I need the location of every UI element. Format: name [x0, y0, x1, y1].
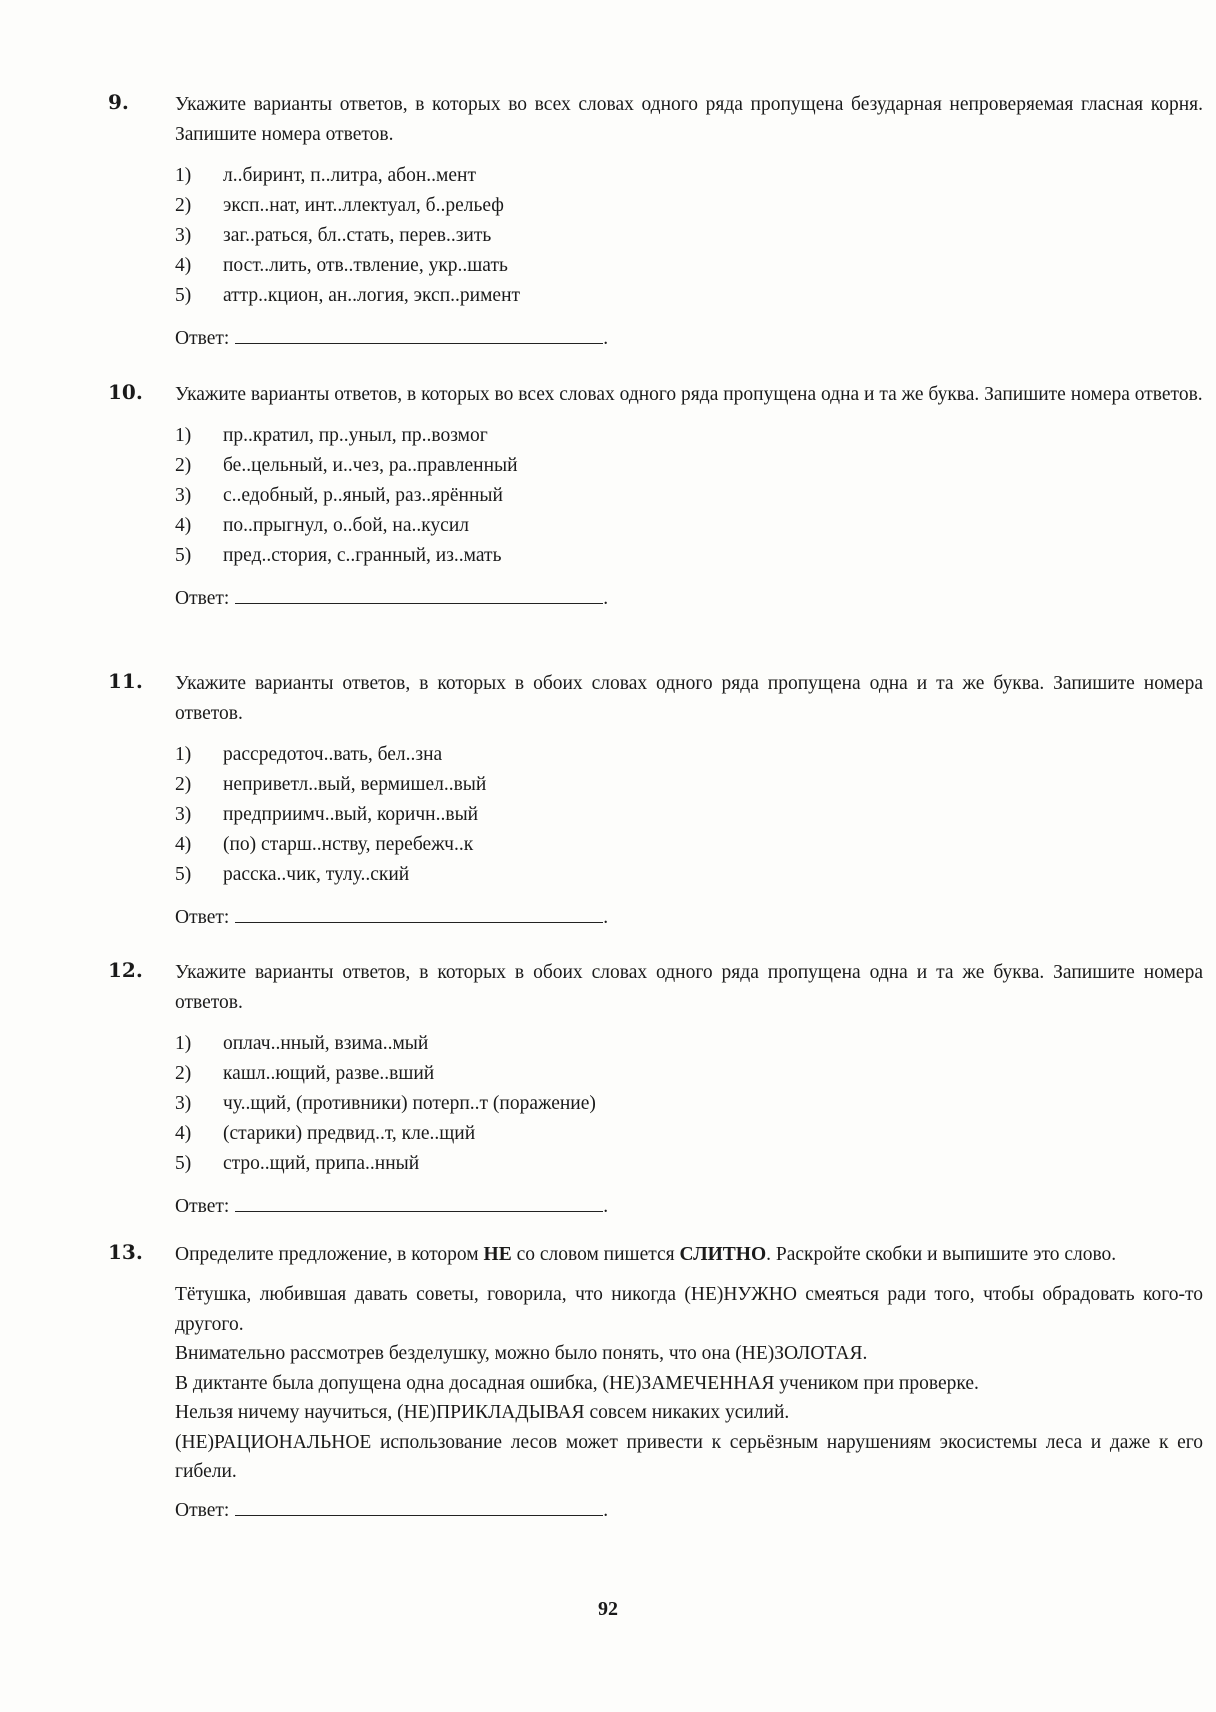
task-9 — [108, 90, 1203, 354]
option-2: 2) кашл..ющий, разве..вший — [175, 1063, 435, 1084]
options-list — [175, 161, 1203, 311]
task-number: 9. — [108, 90, 129, 114]
answer-label: Ответ: — [175, 1196, 230, 1217]
option-5: 5) пред..стория, с..гранный, из..мать — [175, 545, 502, 566]
option-2: 2) эксп..нат, инт..ллектуал, б..рельеф — [175, 195, 504, 216]
sentence-2: Внимательно рассмотрев безделушку, можно было понять, что она (НЕ)ЗОЛОТАЯ. — [175, 1343, 868, 1364]
options-list — [175, 421, 1203, 571]
answer-row: Ответ: . — [175, 323, 1203, 354]
task-question: Укажите варианты ответов, в которых в обоих словах одного ряда пропущена одна и та же буква. Запишите номера ответов. — [175, 673, 1203, 724]
task-number: 10. — [108, 380, 143, 404]
option-2: 2) бе..цельный, и..чез, ра..правленный — [175, 455, 518, 476]
answer-line[interactable] — [235, 323, 603, 344]
option-3: 3) заг..раться, бл..стать, перев..зить — [175, 225, 492, 246]
sentence-1: Тётушка, любившая давать советы, говорила, что никогда (НЕ)НУЖНО смеяться ради того, чтобы обрадовать кого-то другого. — [175, 1284, 1203, 1335]
option-1: 1) пр..кратил, пр..уныл, пр..возмог — [175, 425, 488, 446]
answer-line[interactable] — [235, 902, 603, 923]
sentence-5: (НЕ)РАЦИОНАЛЬНОЕ использование лесов может привести к серьёзным нарушениям экосистемы леса и даже к его гибели. — [175, 1431, 1203, 1482]
options-list — [175, 740, 1203, 890]
task-number: 11. — [108, 669, 143, 693]
sentence-3: В диктанте была допущена одна досадная ошибка, (НЕ)ЗАМЕЧЕННАЯ учеником при проверке. — [175, 1372, 979, 1394]
task-number: 13. — [108, 1240, 143, 1264]
option-5: 5) стро..щий, припа..нный — [175, 1153, 420, 1174]
answer-line[interactable] — [235, 583, 603, 604]
options-list — [175, 1029, 1203, 1179]
answer-label: Ответ: — [175, 907, 230, 928]
option-5: 5) расска..чик, тулу..ский — [175, 864, 410, 885]
task-question: Укажите варианты ответов, в которых во всех словах одного ряда пропущена безударная непроверяемая гласная корня. Запишите номера ответов. — [175, 94, 1203, 145]
task-13 — [108, 1240, 1203, 1526]
sentences-list — [175, 1280, 1203, 1487]
answer-label: Ответ: — [175, 588, 230, 609]
task-11 — [108, 669, 1203, 933]
answer-line[interactable] — [235, 1191, 603, 1212]
option-3: 3) предприимч..вый, коричн..вый — [175, 804, 479, 825]
option-4: 4) (старики) предвид..т, кле..щий — [175, 1123, 476, 1144]
task-10 — [108, 380, 1203, 614]
option-4: 4) по..прыгнул, о..бой, на..кусил — [175, 515, 469, 536]
task-question: Укажите варианты ответов, в которых во всех словах одного ряда пропущена одна и та же буква. Запишите номера ответов. — [175, 384, 1203, 405]
task-question: Определите предложение, в котором НЕ со словом пишется СЛИТНО. Раскройте скобки и выпишите это слово. — [175, 1244, 1117, 1265]
answer-label: Ответ: — [175, 328, 230, 349]
answer-row: Ответ: . — [175, 902, 1203, 933]
task-question: Укажите варианты ответов, в которых в обоих словах одного ряда пропущена одна и та же буква. Запишите номера ответов. — [175, 962, 1203, 1013]
option-1: 1) оплач..нный, взима..мый — [175, 1033, 429, 1054]
option-3: 3) с..едобный, р..яный, раз..ярённый — [175, 485, 503, 506]
answer-line[interactable] — [235, 1495, 603, 1516]
answer-row: Ответ: . — [175, 1495, 1203, 1526]
option-2: 2) неприветл..вый, вермишел..вый — [175, 774, 487, 795]
option-4: 4) пост..лить, отв..твление, укр..шать — [175, 255, 508, 276]
task-12 — [108, 958, 1203, 1222]
option-4: 4) (по) старш..нству, перебежч..к — [175, 834, 474, 855]
option-3: 3) чу..щий, (противники) потерп..т (поражение) — [175, 1093, 596, 1114]
option-1: 1) л..биринт, п..литра, абон..мент — [175, 165, 476, 186]
answer-row: Ответ: . — [175, 583, 1203, 614]
sentence-4: Нельзя ничему научиться, (НЕ)ПРИКЛАДЫВАЯ совсем никаких усилий. — [175, 1402, 790, 1423]
option-1: 1) рассредоточ..вать, бел..зна — [175, 744, 443, 765]
page-number: 92 — [598, 1598, 618, 1620]
answer-row: Ответ: . — [175, 1191, 1203, 1222]
answer-label: Ответ: — [175, 1499, 230, 1521]
option-5: 5) аттр..кцион, ан..логия, эксп..римент — [175, 285, 521, 306]
task-number: 12. — [108, 958, 143, 982]
